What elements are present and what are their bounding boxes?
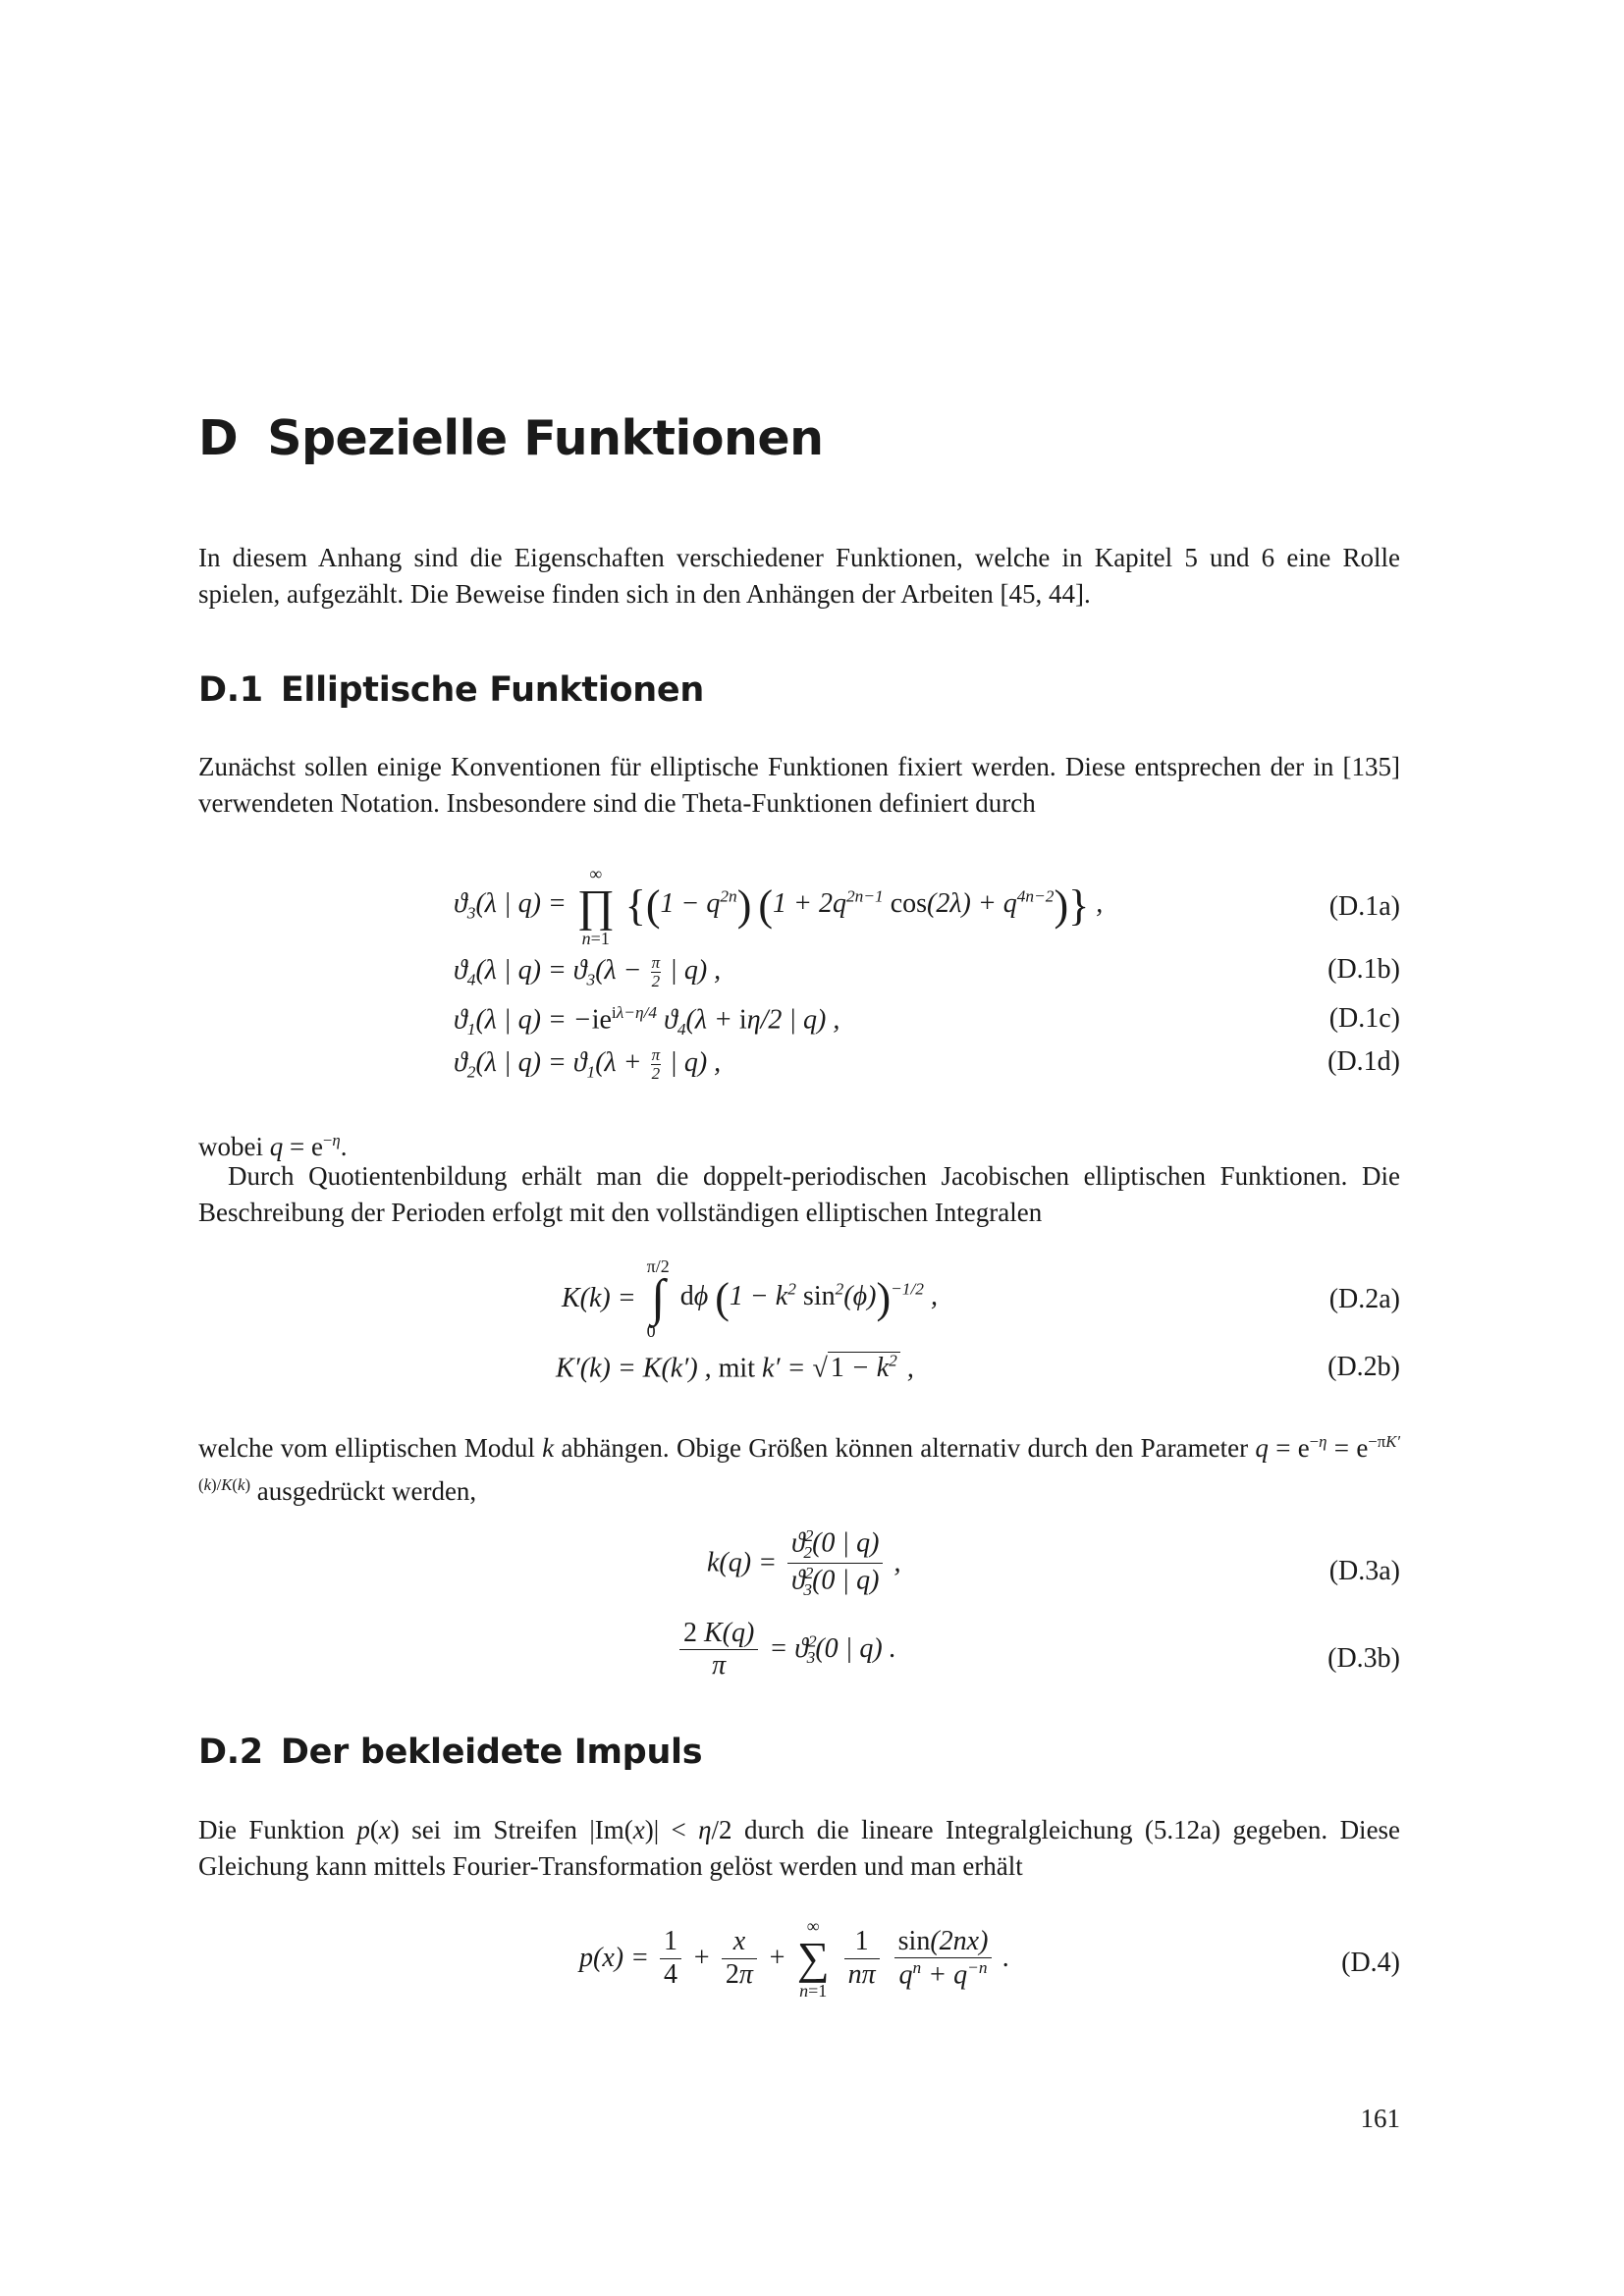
section-number: D.2	[198, 1733, 263, 1772]
equation-label: (D.2b)	[1327, 1352, 1400, 1382]
impuls-text-c: durch die lineare Integralgleichung (5.12a) gegeben.	[743, 1815, 1328, 1844]
section-title: Der bekleidete Impuls	[280, 1733, 703, 1772]
equation-d1a: $ϑ_3(\lambda$ | q) = ∞ ∏ n=1 {$(1 - q^{2n})$ ($1 + 2q^{2n-1}$ $\cos(2\lambda) + q^{4n-2}$)} , (D.1a)	[454, 864, 1400, 948]
equation-label: (D.1d)	[1327, 1046, 1400, 1077]
mit-text: mit	[718, 1353, 755, 1384]
page-number: 161	[1360, 2104, 1400, 2133]
equation-label: (D.4)	[1341, 1948, 1400, 1978]
impuls-text-d: Diese Gleichung kann mittels Fourier-Transformation gelöst werden und man erhält	[198, 1815, 1401, 1881]
wobei-text: wobei	[198, 1132, 263, 1161]
intro-paragraph: In diesem Anhang sind die Eigenschaften verschiedener Funktionen, welche in Kapitel 5 und 6 eine Rolle spielen, aufgezählt. Die Beweise finden sich in den Anhängen der Arbeiten [45, 44].	[198, 543, 1400, 609]
equation-label: (D.2a)	[1328, 1284, 1400, 1314]
equation-d3a: k(q) = $\frac{ϑ^2_2(0 | q)}{ϑ^2_3(0 | q)}$ , (D.3a)	[707, 1526, 1400, 1599]
section-title: Elliptische Funktionen	[280, 670, 704, 710]
equation-d2a: K(k) = π/2 ∫ 0 dϕ ($1 - k^2$ $\sin^2(\phi))^{-1/2}$ , (D.2a)	[562, 1256, 1400, 1341]
section-number: D.1	[198, 670, 263, 710]
equation-d4: p(x) = $\frac{1}{4}$ + $\frac{x}{2\pi}$ + ∞ ∑ n=1 $\frac{1}{n\pi}$ $\frac{\sin(2nx)}{q^n + q^{-n}}$ . (D.4)	[579, 1916, 1400, 2001]
paragraph-wobei: wobei $q = e^{-\eta}$.	[198, 1131, 348, 1161]
equation-label: (D.1c)	[1328, 1003, 1400, 1034]
paragraph-impuls: Die Funktion p(x) sei im Streifen |Im(x)| < η/2 durch die lineare Integralgleichung (5.12a) gegeben. Diese Gleichung kann mittels Fourier-Transformation gelöst werden und man erhält	[198, 1815, 1401, 1881]
equation-label: (D.1a)	[1328, 891, 1400, 922]
equation-label: (D.1b)	[1327, 954, 1400, 985]
chapter-number: D	[198, 410, 239, 466]
paragraph-conventions: Zunächst sollen einige Konventionen für elliptische Funktionen fixiert werden. Diese entsprechen der in [135] verwendeten Notation. Insbesondere sind die Theta-Funktionen definiert durch	[198, 752, 1400, 818]
section-heading-d2	[198, 1733, 702, 1772]
equation-d1c: $ϑ_1(\lambda$ | $q) = -ie^{i\lambda-\eta/4}$ $ϑ_4(\lambda + i\eta/2$ | q) , (D.1c)	[454, 1003, 1400, 1039]
chapter-title	[198, 410, 824, 466]
paragraph-quotient: Durch Quotientenbildung erhält man die doppelt-periodischen Jacobischen elliptischen Funktionen. Die Beschreibung der Perioden erfolgt mit den vollständigen elliptischen Integralen	[198, 1161, 1400, 1227]
chapter-title-text: Spezielle Funktionen	[267, 410, 824, 466]
modul-text-c: ausgedrückt werden,	[256, 1476, 477, 1506]
equation-d2b: K′(k) = K(k′) , mit k′ = √ $1 - k^2$ , (D.2b)	[556, 1352, 1400, 1384]
modul-text-b: abhängen. Obige Größen können alternativ durch den Parameter	[561, 1433, 1249, 1463]
equation-d1b: $ϑ_4(\lambda$ | $q) = ϑ_3(\lambda$ − $\frac{\pi}{2}$ | q) , (D.1b)	[454, 953, 1400, 990]
impuls-text-a: Die Funktion	[198, 1815, 345, 1844]
equation-d1d: $ϑ_2(\lambda$ | $q) = ϑ_1(\lambda$ + $\frac{\pi}{2}$ | q) , (D.1d)	[454, 1045, 1400, 1083]
equation-label: (D.3b)	[1327, 1643, 1400, 1674]
paragraph-modul: welche vom elliptischen Modul k abhängen. Obige Größen können alternativ durch den Parameter $q = e^{-\eta} = e^{-\pi K'(k)/K(k)}$ ausgedrückt werden,	[198, 1432, 1401, 1506]
modul-text-a: welche vom elliptischen Modul	[198, 1433, 535, 1463]
equation-label: (D.3a)	[1328, 1556, 1400, 1586]
equation-d3b: $\frac{2 K(q)}{\pi}$ = $ϑ^2_3(0$ | q) . (D.3b)	[198, 1618, 1400, 1704]
impuls-text-b: sei im Streifen	[411, 1815, 577, 1844]
section-heading-d1	[198, 670, 704, 710]
